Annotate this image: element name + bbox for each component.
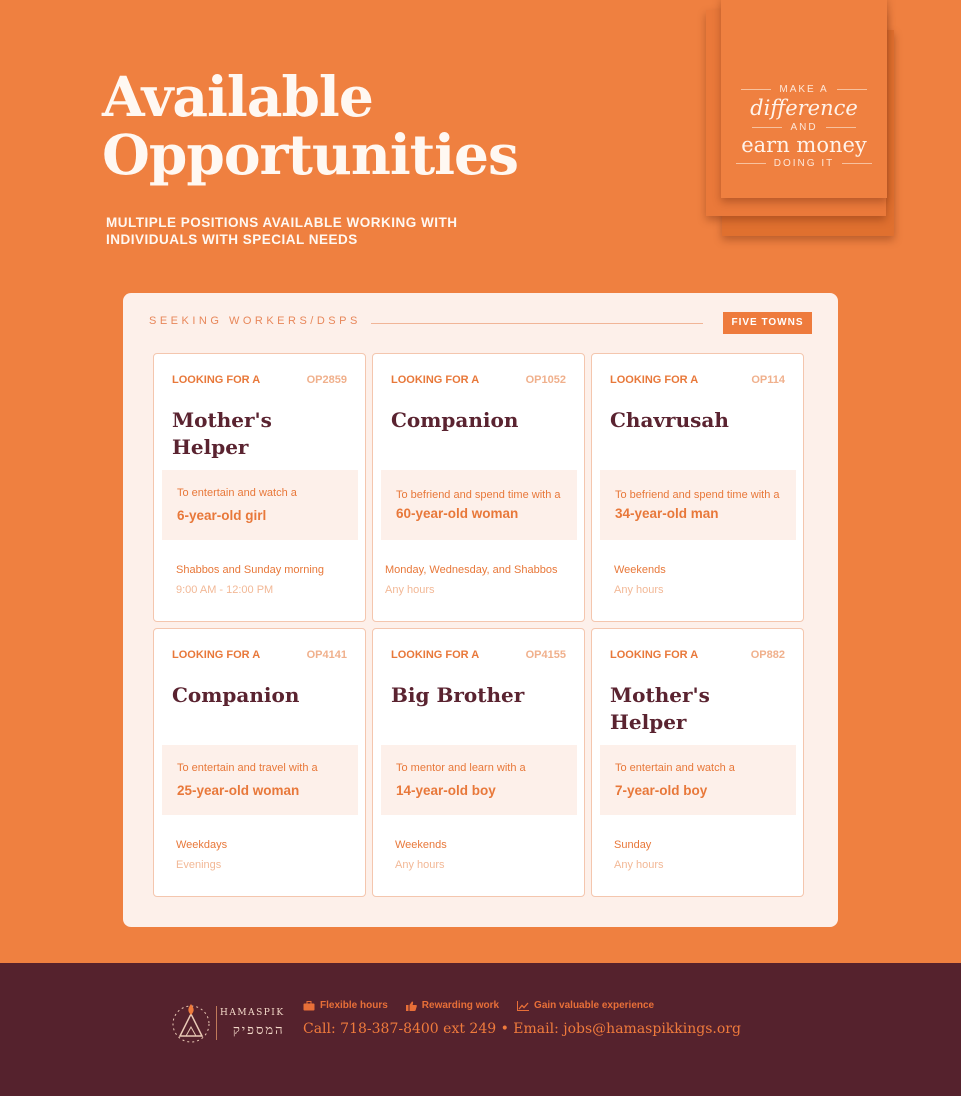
job-card [591,353,804,622]
job-title: Companion [391,408,519,432]
perk-gain-experience [517,1000,654,1011]
job-card [153,628,366,897]
contact-info: Call: 718-387-8400 ext 249 • Email: jobs@hamaspikkings.org [303,1021,741,1037]
perk-label: Flexible hours [320,1000,388,1011]
job-description: To befriend and spend time with a [615,489,780,501]
job-person: 34-year-old man [615,506,719,521]
looking-for-label: LOOKING FOR A [610,649,699,661]
badge-line1: MAKE A [721,84,887,95]
looking-for-label: LOOKING FOR A [391,374,480,386]
job-code: OP114 [751,374,785,386]
job-card [372,628,585,897]
make-a-difference-badge [721,0,887,198]
briefcase-icon [303,1001,315,1011]
perk-flexible-hours [303,1000,388,1011]
job-description-box [600,745,796,815]
hamaspik-logo-icon [168,1000,214,1046]
job-card-grid [153,353,804,897]
job-card [153,353,366,622]
opportunities-panel [123,293,838,927]
logo-divider [216,1006,217,1040]
looking-for-label: LOOKING FOR A [172,649,261,661]
panel-heading: SEEKING WORKERS/DSPS [149,315,361,327]
job-description-box [162,745,358,815]
looking-for-label: LOOKING FOR A [172,374,261,386]
looking-for-label: LOOKING FOR A [391,649,480,661]
job-code: OP2859 [306,374,347,386]
job-description-box [381,745,577,815]
looking-for-label: LOOKING FOR A [610,374,699,386]
job-person: 60-year-old woman [396,506,519,521]
job-title: Mother's Helper [610,683,710,734]
job-schedule: Weekdays [176,839,228,851]
job-hours: Evenings [176,859,222,871]
job-description-box [600,470,796,540]
hero-subtitle: MULTIPLE POSITIONS AVAILABLE WORKING WITH INDIVIDUALS WITH SPECIAL NEEDS [106,215,458,247]
perk-rewarding-work [406,1000,499,1011]
job-description: To mentor and learn with a [396,762,526,774]
job-schedule: Shabbos and Sunday morning [176,564,324,576]
job-hours: Any hours [395,859,445,871]
perk-label: Rewarding work [421,1000,500,1011]
hero-title-line2: Opportunities [102,122,519,187]
job-person: 6-year-old girl [177,508,267,523]
badge-line4: earn money [741,133,867,157]
job-description: To entertain and travel with a [177,762,318,774]
job-schedule: Monday, Wednesday, and Shabbos [385,564,558,576]
badge-line3: AND [721,122,887,133]
badge-line2: difference [750,96,858,120]
panel-divider [371,323,703,324]
job-code: OP882 [750,649,785,661]
job-code: OP4155 [525,649,566,661]
perk-label: Gain valuable experience [534,1000,655,1011]
job-hours: Any hours [385,584,435,596]
perks-row [303,1000,654,1011]
job-title: Chavrusah [610,408,729,432]
job-schedule: Weekends [614,564,666,576]
brand-name-hebrew: המספיק [232,1023,285,1038]
job-description: To entertain and watch a [615,762,735,774]
brand-name: HAMASPIK [220,1008,285,1018]
job-code: OP1052 [525,374,566,386]
job-description: To befriend and spend time with a [396,489,561,501]
job-hours: Any hours [614,859,664,871]
job-description: To entertain and watch a [177,487,297,499]
job-code: OP4141 [306,649,347,661]
job-person: 7-year-old boy [615,783,708,798]
thumbs-up-icon [406,1001,417,1011]
job-person: 25-year-old woman [177,783,300,798]
chart-line-icon [517,1001,529,1011]
job-description-box [381,470,577,540]
hero-title-line1: Available [102,64,373,129]
job-title: Companion [172,683,300,707]
job-schedule: Sunday [614,839,652,851]
job-hours: Any hours [614,584,664,596]
job-title: Mother's Helper [172,408,272,459]
job-title: Big Brother [391,683,525,707]
job-card [372,353,585,622]
badge-line5: DOING IT [721,158,887,169]
brand-wordmark [220,1008,285,1038]
job-description-box [162,470,358,540]
job-person: 14-year-old boy [396,783,496,798]
job-hours: 9:00 AM - 12:00 PM [176,584,274,596]
job-card [591,628,804,897]
hero-title [102,64,519,187]
job-schedule: Weekends [395,839,447,851]
location-tag: FIVE TOWNS [723,312,812,334]
